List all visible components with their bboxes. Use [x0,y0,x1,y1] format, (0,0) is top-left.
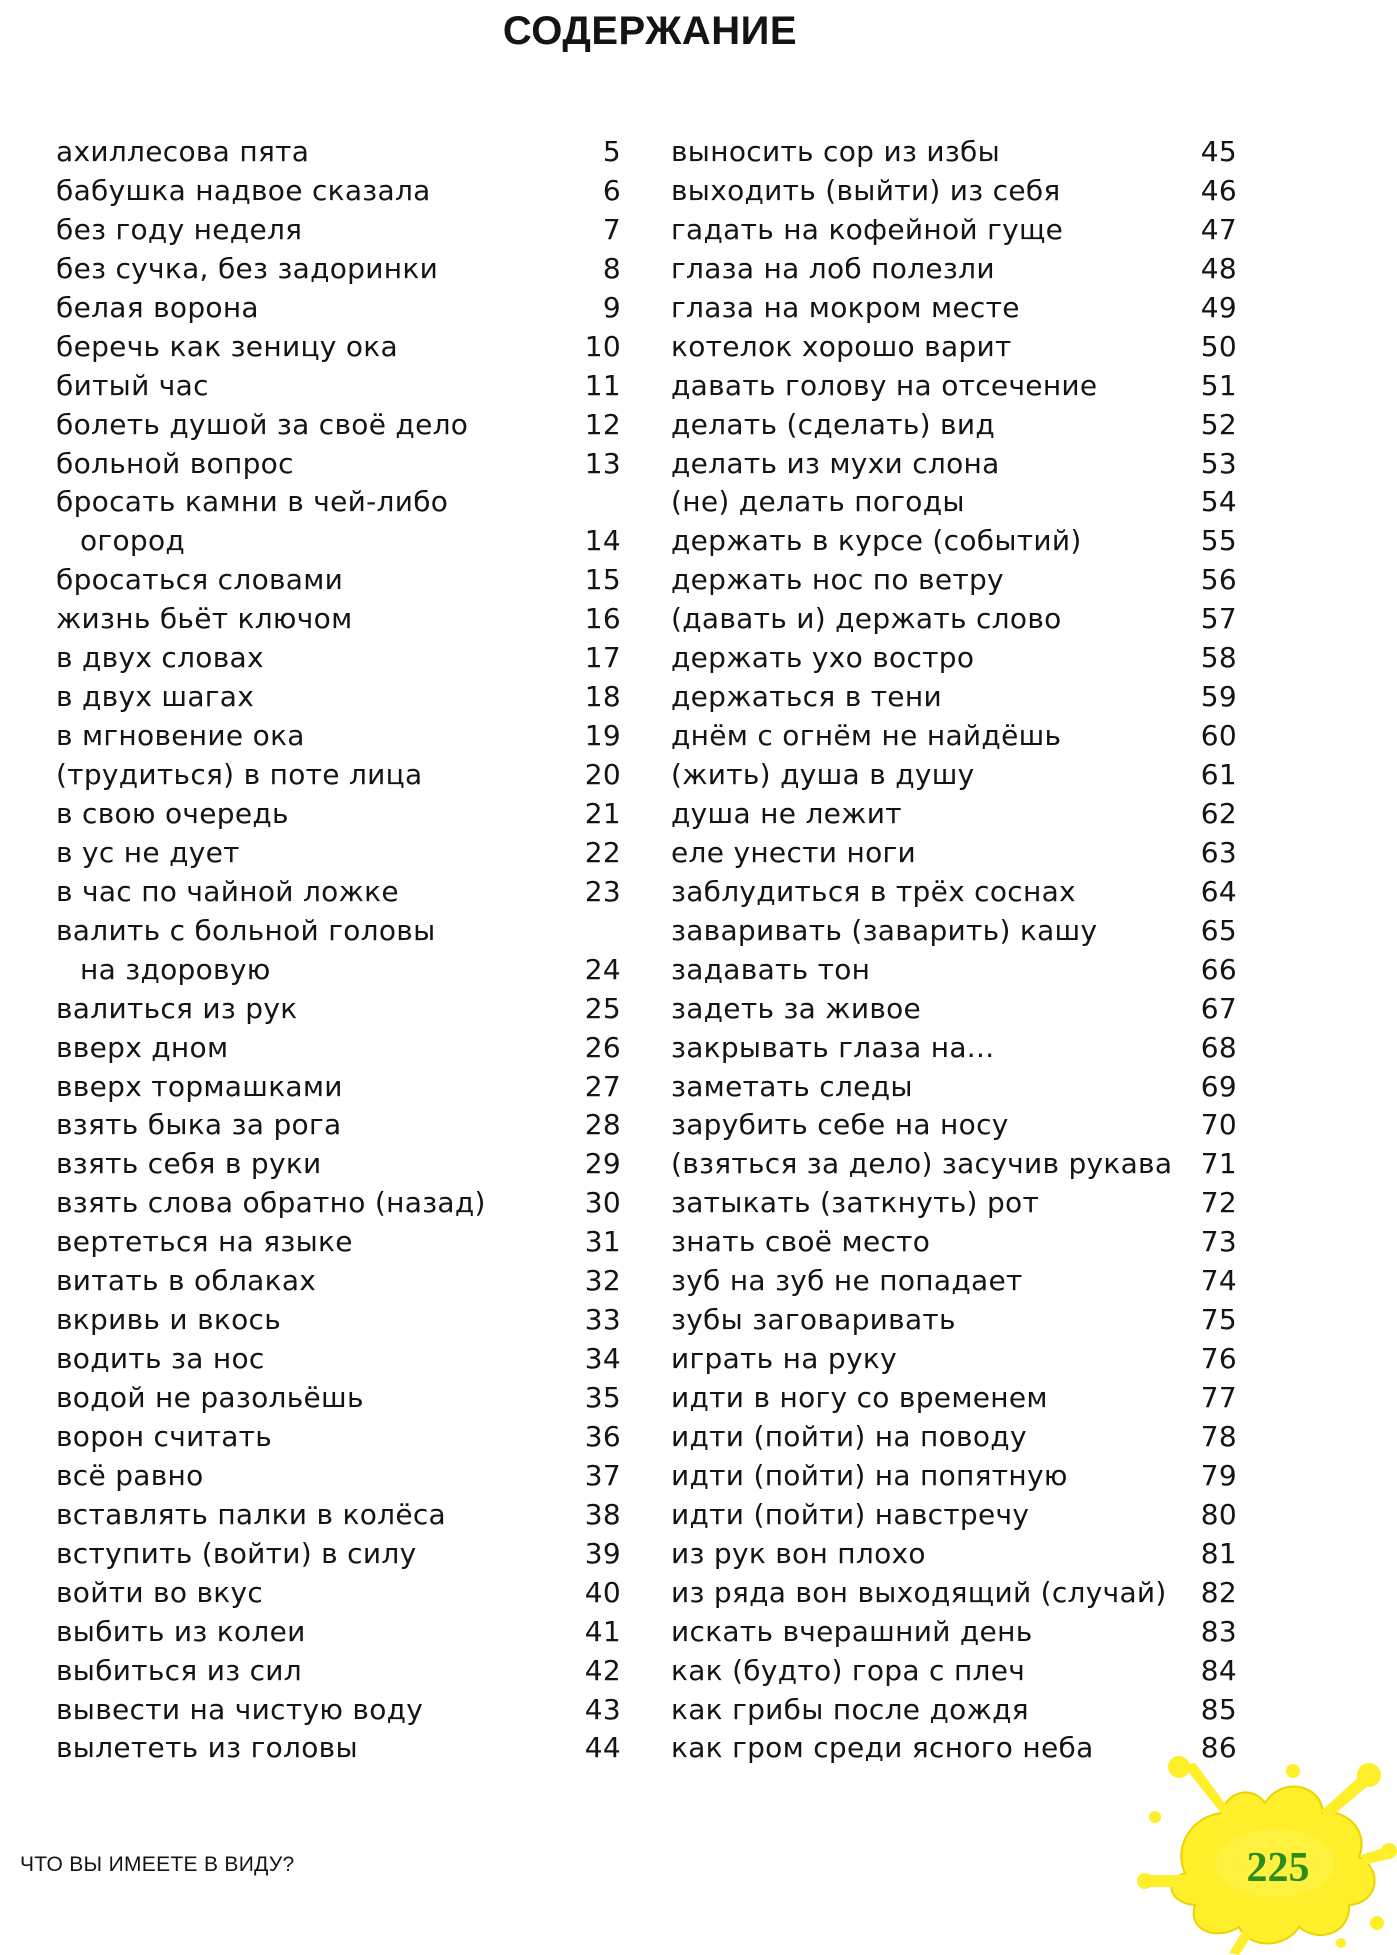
toc-entry-text: идти в ногу со временем [671,1381,1048,1414]
toc-entry-text: вертеться на языке [56,1225,353,1259]
toc-entry [56,1379,621,1418]
toc-entry-page-number: 46 [1200,173,1237,207]
toc-entry-page-number: 56 [1200,563,1237,597]
toc-entry-page-number: 47 [1200,212,1237,246]
toc-entry [671,1106,1237,1145]
toc-entry [56,1106,621,1145]
toc-entry-text: выбиться из сил [56,1653,302,1687]
toc-entry-page-number: 41 [584,1614,621,1648]
toc-entry-page-number: 19 [584,719,621,753]
toc-entry [671,367,1237,406]
toc-entry [671,1496,1237,1535]
toc-entry-text: котелок хорошо варит [671,329,1012,363]
toc-entry-text: душа не лежит [671,796,902,830]
toc-entry-page-number: 27 [584,1069,621,1103]
toc-entry-text: держать в курсе (событий) [671,524,1082,558]
toc-entry-page-number: 45 [1200,135,1237,168]
toc-entry-page-number: 73 [1200,1225,1237,1259]
toc-entry [56,328,621,367]
toc-entry [671,834,1237,873]
toc-entry-page-number: 7 [602,212,621,246]
toc-entry [671,561,1237,600]
toc-entry-page-number: 64 [1200,874,1237,908]
book-title-footer: ЧТО ВЫ ИМЕЕТЕ В ВИДУ? [20,1853,295,1876]
toc-entry [671,717,1237,756]
toc-entry-page-number: 8 [602,251,621,285]
toc-entry-page-number: 85 [1200,1692,1237,1726]
page-number-splash [1125,1755,1397,1955]
toc-entry-page-number: 59 [1200,680,1237,714]
toc-entry-text: витать в облаках [56,1264,317,1298]
toc-entry-page-number: 76 [1200,1342,1237,1376]
toc-entry-page-number: 82 [1200,1575,1237,1609]
toc-entry-text: вверх дном [56,1030,229,1064]
toc-entry [671,1145,1237,1184]
toc-entry [56,1418,621,1457]
toc-entry-text: гадать на кофейной гуще [671,212,1064,246]
toc-entry [671,1029,1237,1068]
toc-entry-page-number: 68 [1200,1030,1237,1064]
toc-entry-text: валить с больной головы [56,913,436,947]
toc-entry [671,483,1237,522]
toc-entry-page-number: 28 [584,1108,621,1142]
toc-entry-text: заваривать (заварить) кашу [671,913,1098,947]
toc-entry-page-number: 61 [1200,758,1237,791]
toc-entry-page-number: 66 [1200,952,1237,986]
toc-entry [671,522,1237,561]
toc-entry-page-number: 33 [584,1303,621,1337]
toc-entry-text: войти во вкус [56,1575,264,1609]
toc-entry-text: без сучка, без задоринки [56,251,439,285]
toc-entry [56,1301,621,1340]
toc-entry-page-number: 72 [1200,1186,1237,1220]
toc-entry-text: заметать следы [671,1069,913,1103]
toc-entry-page-number: 44 [584,1731,621,1765]
toc-entry-page-number: 38 [584,1497,621,1531]
toc-entry-page-number: 79 [1200,1458,1237,1492]
toc-entry-page-number: 63 [1200,835,1237,869]
toc-entry-page-number: 55 [1200,524,1237,558]
toc-entry-text: жизнь бьёт ключом [56,602,353,636]
toc-entry-text: закрывать глаза на... [671,1030,995,1064]
toc-entry [671,600,1237,639]
toc-entry [671,289,1237,328]
toc-entry-text: выносить сор из избы [671,135,1000,168]
toc-entry-text: еле унести ноги [671,835,917,869]
toc-entry-text: делать (сделать) вид [671,407,996,441]
toc-entry [56,678,621,717]
toc-entry [671,1535,1237,1574]
toc-entry [671,328,1237,367]
toc-entry [671,990,1237,1029]
toc-entry-page-number: 57 [1200,602,1237,636]
toc-entry-text: в двух шагах [56,680,255,714]
toc-entry-text: знать своё место [671,1225,931,1259]
toc-entry [671,1301,1237,1340]
toc-entry [671,873,1237,912]
toc-entry-page-number: 12 [584,407,621,441]
toc-entry-page-number: 40 [584,1575,621,1609]
toc-entry-text: (жить) душа в душу [671,758,975,791]
toc-right-column [671,133,1237,1768]
toc-entry-text: в двух словах [56,641,264,675]
toc-entry-page-number: 77 [1200,1381,1237,1414]
toc-entry-page-number: 50 [1200,329,1237,363]
toc-entry [671,795,1237,834]
toc-entry-page-number: 16 [584,602,621,636]
toc-entry-page-number: 34 [584,1342,621,1376]
toc-entry-page-number: 53 [1200,446,1237,480]
toc-entry [671,1652,1237,1691]
toc-entry-page-number: 21 [584,796,621,830]
toc-entry [671,1262,1237,1301]
toc-entry-text: как (будто) гора с плеч [671,1653,1026,1687]
toc-entry [671,912,1237,951]
toc-entry-text: в час по чайной ложке [56,874,399,908]
toc-entry-text: идти (пойти) навстречу [671,1497,1030,1531]
toc-entry-page-number: 51 [1200,368,1237,402]
toc-entry [56,873,621,912]
toc-entry-page-number: 74 [1200,1264,1237,1298]
toc-entry-page-number: 5 [602,135,621,168]
toc-entry-text: бросаться словами [56,563,344,597]
toc-entry [671,1691,1237,1730]
toc-entry-page-number: 10 [584,329,621,363]
toc-entry [671,211,1237,250]
toc-entry-text: (взяться за дело) засучив рукава [671,1147,1173,1181]
toc-entry-page-number: 81 [1200,1536,1237,1570]
toc-entry [56,990,621,1029]
toc-entry [56,250,621,289]
toc-entry [56,951,621,990]
toc-entry [56,1029,621,1068]
toc-entry [671,250,1237,289]
toc-entry-page-number: 32 [584,1264,621,1298]
toc-entry [56,289,621,328]
toc-entry-text: давать голову на отсечение [671,368,1098,402]
toc-entry-text: зуб на зуб не попадает [671,1264,1023,1298]
toc-entry [671,1457,1237,1496]
toc-entry [56,133,621,172]
toc-entry [56,445,621,484]
toc-entry [56,795,621,834]
toc-entry-page-number: 36 [584,1419,621,1453]
toc-entry-text: играть на руку [671,1342,897,1376]
toc-entry-text: идти (пойти) на попятную [671,1458,1068,1492]
toc-entry [56,1262,621,1301]
toc-entry [56,1613,621,1652]
toc-entry [56,1340,621,1379]
toc-entry-page-number: 13 [584,446,621,480]
toc-entry-page-number: 20 [584,758,621,791]
toc-entry-page-number: 67 [1200,991,1237,1025]
toc-entry-text: идти (пойти) на поводу [671,1419,1027,1453]
toc-entry-page-number: 39 [584,1536,621,1570]
toc-entry [671,1418,1237,1457]
toc-entry [671,1574,1237,1613]
toc-entry [671,172,1237,211]
toc-entry-page-number: 37 [584,1458,621,1492]
toc-entry-text: зубы заговаривать [671,1303,956,1337]
toc-entry [56,1652,621,1691]
toc-entry-text: днём с огнём не найдёшь [671,719,1062,753]
toc-entry-text: бросать камни в чей-либо [56,485,449,519]
toc-entry [56,1535,621,1574]
toc-entry-text: (не) делать погоды [671,485,965,519]
toc-entry-text: валиться из рук [56,991,298,1025]
toc-entry-page-number: 71 [1200,1147,1237,1181]
toc-entry-text: задавать тон [671,952,871,986]
toc-entry-page-number: 86 [1200,1731,1237,1765]
toc-entry [56,1496,621,1535]
toc-entry [671,756,1237,795]
toc-entry [56,406,621,445]
toc-entry-page-number: 31 [584,1225,621,1259]
toc-entry-page-number: 11 [584,368,621,402]
toc-entry-text: заблудиться в трёх соснах [671,874,1076,908]
toc-entry [671,1223,1237,1262]
toc-entry-text: как гром среди ясного неба [671,1731,1094,1765]
toc-entry-page-number: 43 [584,1692,621,1726]
toc-entry-text: из ряда вон выходящий (случай) [671,1575,1167,1609]
toc-entry [56,1223,621,1262]
toc-entry-text: (давать и) держать слово [671,602,1062,636]
toc-entry-text: вступить (войти) в силу [56,1536,417,1570]
toc-entry [671,1613,1237,1652]
toc-entry-text: глаза на лоб полезли [671,251,995,285]
toc-entry-text: вылететь из головы [56,1731,358,1765]
toc-entry [56,834,621,873]
toc-entry-text: на здоровую [80,952,271,986]
toc-entry-page-number: 18 [584,680,621,714]
toc-entry-page-number: 14 [584,524,621,558]
toc-entry-text: взять себя в руки [56,1147,322,1181]
toc-entry-text: водой не разольёшь [56,1381,364,1414]
toc-entry-text: больной вопрос [56,446,294,480]
toc-entry-text: без году неделя [56,212,303,246]
toc-entry-page-number: 54 [1200,485,1237,519]
toc-entry-text: (трудиться) в поте лица [56,758,423,791]
toc-entry-text: из рук вон плохо [671,1536,926,1570]
toc-entry [671,1340,1237,1379]
toc-entry [56,211,621,250]
toc-entry-text: затыкать (заткнуть) рот [671,1186,1040,1220]
toc-entry-page-number: 6 [602,173,621,207]
toc-entry [56,522,621,561]
toc-entry [671,951,1237,990]
toc-entry [56,1145,621,1184]
toc-entry-page-number: 35 [584,1381,621,1414]
toc-entry-text: зарубить себе на носу [671,1108,1009,1142]
toc-entry-page-number: 30 [584,1186,621,1220]
toc-entry-text: держать нос по ветру [671,563,1004,597]
toc-entry [671,678,1237,717]
toc-entry-text: выбить из колеи [56,1614,306,1648]
toc-entry-page-number: 78 [1200,1419,1237,1453]
toc-entry [56,639,621,678]
toc-entry-page-number: 65 [1200,913,1237,947]
toc-entry-text: битый час [56,368,209,402]
toc-entry-text: белая ворона [56,290,259,324]
toc-entry [56,172,621,211]
toc-entry-text: болеть душой за своё дело [56,407,469,441]
toc-entry-page-number: 25 [584,991,621,1025]
toc-entry [671,1379,1237,1418]
toc-entry-text: всё равно [56,1458,204,1492]
toc-entry-text: взять слова обратно (назад) [56,1186,486,1220]
toc-entry [671,406,1237,445]
toc-entry-text: в мгновение ока [56,719,305,753]
toc-entry [671,133,1237,172]
toc-entry-text: глаза на мокром месте [671,290,1020,324]
toc-entry-page-number: 9 [602,290,621,324]
toc-entry-page-number: 22 [584,835,621,869]
toc-entry [56,1729,621,1768]
toc-entry-text: в ус не дует [56,835,240,869]
toc-entry-page-number: 52 [1200,407,1237,441]
toc-entry [56,600,621,639]
toc-entry-text: держаться в тени [671,680,942,714]
toc-entry-page-number: 23 [584,874,621,908]
toc-entry-page-number: 69 [1200,1069,1237,1103]
toc-entry-page-number: 58 [1200,641,1237,675]
toc-entry-page-number: 42 [584,1653,621,1687]
toc-entry-page-number: 75 [1200,1303,1237,1337]
toc-entry [671,639,1237,678]
toc-entry-page-number: 26 [584,1030,621,1064]
toc-entry-page-number: 83 [1200,1614,1237,1648]
toc-entry-page-number: 62 [1200,796,1237,830]
toc-entry-page-number: 15 [584,563,621,597]
toc-entry-text: вкривь и вкось [56,1303,282,1337]
toc-entry-page-number: 17 [584,641,621,675]
toc-entry-text: вывести на чистую воду [56,1692,424,1726]
toc-entry-page-number: 84 [1200,1653,1237,1687]
toc-entry [56,1457,621,1496]
toc-entry-text: задеть за живое [671,991,922,1025]
toc-entry [56,1184,621,1223]
toc-entry-text: взять быка за рога [56,1108,342,1142]
toc-entry-page-number: 70 [1200,1108,1237,1142]
page-title: СОДЕРЖАНИЕ [502,9,798,53]
toc-entry-text: ворон считать [56,1419,273,1453]
toc-entry [56,1574,621,1613]
toc-entry [671,1068,1237,1107]
toc-entry-page-number: 29 [584,1147,621,1181]
toc-entry-text: ахиллесова пята [56,135,310,168]
toc-entry-page-number: 48 [1200,251,1237,285]
page-number: 225 [1246,1845,1310,1891]
toc-entry-text: огород [80,524,186,558]
toc-entry [56,561,621,600]
toc-entry [56,1068,621,1107]
toc-entry-page-number: 49 [1200,290,1237,324]
toc-entry-page-number: 24 [584,952,621,986]
toc-entry-page-number: 80 [1200,1497,1237,1531]
toc-entry-text: беречь как зеницу ока [56,329,398,363]
toc-entry [56,367,621,406]
toc-entry [56,1691,621,1730]
toc-entry [56,717,621,756]
toc-entry-text: в свою очередь [56,796,289,830]
toc-entry [56,756,621,795]
toc-entry-text: искать вчерашний день [671,1614,1033,1648]
toc-left-column [56,133,621,1768]
toc-entry [671,445,1237,484]
toc-entry [671,1184,1237,1223]
toc-entry-text: делать из мухи слона [671,446,1000,480]
toc-entry-page-number: 60 [1200,719,1237,753]
toc-entry-text: выходить (выйти) из себя [671,173,1061,207]
toc-entry-text: вставлять палки в колёса [56,1497,447,1531]
toc-entry-text: держать ухо востро [671,641,975,675]
toc-entry-text: водить за нос [56,1342,265,1376]
toc-entry-text: вверх тормашками [56,1069,343,1103]
toc-entry [56,912,621,951]
toc-entry [56,483,621,522]
toc-entry-text: бабушка надвое сказала [56,173,431,207]
toc-entry-text: как грибы после дождя [671,1692,1029,1726]
